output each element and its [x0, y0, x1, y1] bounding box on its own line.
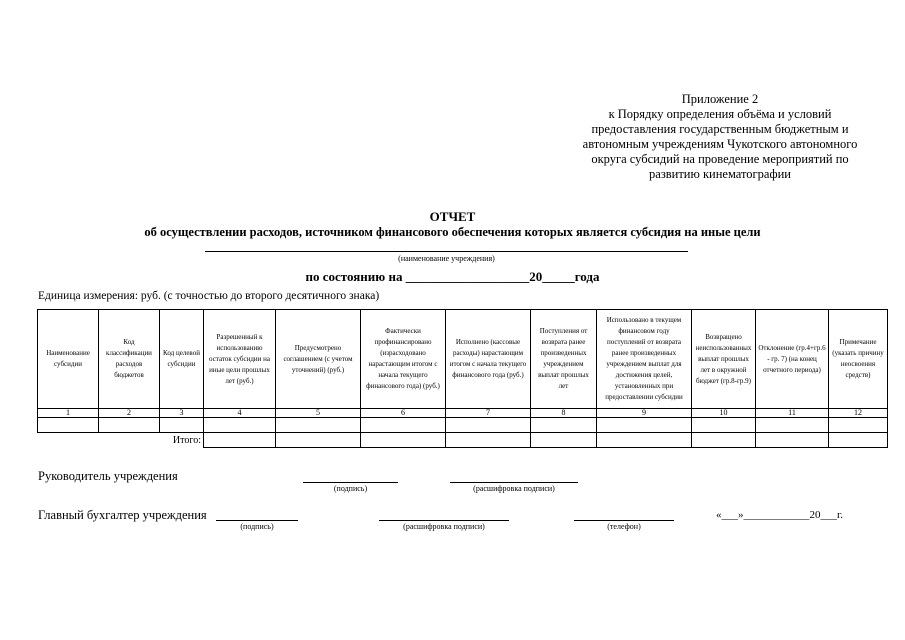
column-number: 4 — [204, 409, 276, 418]
accountant-signature-caption: (подпись) — [240, 522, 274, 531]
total-cell[interactable] — [531, 433, 597, 448]
date-field[interactable]: «___»____________20___г. — [716, 509, 844, 521]
table-header-row — [38, 310, 888, 409]
appendix-line: предоставления государственным бюджетным и — [591, 122, 849, 136]
phone-caption: (телефон) — [607, 522, 641, 531]
head-label: Руководитель учреждения — [38, 469, 178, 483]
table-cell[interactable] — [204, 418, 276, 433]
table-cell[interactable] — [446, 418, 531, 433]
appendix-block — [560, 92, 880, 182]
column-number-row — [38, 409, 888, 418]
column-header: Фактически профинансировано (израсходовано нарастающим итогом с начала текущего финансового года) (руб.) — [361, 310, 446, 409]
column-header: Разрешенный к использованию остаток субсидии на иные цели прошлых лет (руб.) — [204, 310, 276, 409]
column-number: 9 — [597, 409, 692, 418]
appendix-line: округа субсидий на проведение мероприятий по — [591, 152, 849, 166]
column-header: Наименование субсидии — [38, 310, 99, 409]
table-cell[interactable] — [38, 418, 99, 433]
column-number: 2 — [99, 409, 160, 418]
head-name-caption: (расшифровка подписи) — [473, 484, 555, 493]
column-number: 8 — [531, 409, 597, 418]
column-header: Код классификации расходов бюджетов — [99, 310, 160, 409]
column-header: Поступления от возврата ранее произведенных учреждением выплат прошлых лет — [531, 310, 597, 409]
unit-of-measure: Единица измерения: руб. (с точностью до второго десятичного знака) — [38, 290, 380, 302]
as-of-date: по состоянию на ___________________20_____года — [305, 269, 600, 284]
accountant-label: Главный бухгалтер учреждения — [38, 508, 207, 522]
total-cell[interactable] — [692, 433, 756, 448]
appendix-line: развитию кинематографии — [649, 167, 791, 181]
column-header: Использовано в текущем финансовом году поступлений от возврата ранее произведенных учреждением выплат для достижения целей, установленных при предоставлении субсидии — [597, 310, 692, 409]
accountant-signature-line[interactable] — [216, 520, 298, 521]
table-cell[interactable] — [361, 418, 446, 433]
table-cell[interactable] — [597, 418, 692, 433]
institution-name-line — [205, 251, 688, 252]
column-header: Примечание (указать причину неосвоения средств) — [829, 310, 888, 409]
table-cell[interactable] — [99, 418, 160, 433]
accountant-name-caption: (расшифровка подписи) — [403, 522, 485, 531]
table-cell[interactable] — [531, 418, 597, 433]
column-number: 11 — [756, 409, 829, 418]
head-signature-caption: (подпись) — [333, 484, 368, 493]
total-label: Итого: — [38, 433, 204, 448]
column-header: Возвращено неиспользованных выплат прошлых лет в окружной бюджет (гр.8-гр.9) — [692, 310, 756, 409]
appendix-line: к Порядку определения объёма и условий — [608, 107, 832, 121]
column-header: Исполнено (кассовые расходы) нарастающим итогом с начала текущего финансового года (руб.) — [446, 310, 531, 409]
table-cell[interactable] — [276, 418, 361, 433]
column-number: 3 — [160, 409, 204, 418]
total-cell[interactable] — [829, 433, 888, 448]
total-cell[interactable] — [276, 433, 361, 448]
column-number: 7 — [446, 409, 531, 418]
appendix-line: автономным учреждениям Чукотского автономного — [582, 137, 858, 151]
report-title: ОТЧЕТ — [429, 209, 476, 224]
total-cell[interactable] — [756, 433, 829, 448]
total-row — [38, 433, 888, 448]
total-cell[interactable] — [446, 433, 531, 448]
phone-line[interactable] — [574, 520, 674, 521]
report-subtitle: об осуществлении расходов, источником финансового обеспечения которых является субсидия на иные цели — [144, 225, 761, 239]
table-cell[interactable] — [692, 418, 756, 433]
column-number: 12 — [829, 409, 888, 418]
column-number: 6 — [361, 409, 446, 418]
column-header: Код целевой субсидии — [160, 310, 204, 409]
column-number: 5 — [276, 409, 361, 418]
column-header: Предусмотрено соглашением (с учетом уточнений) (руб.) — [276, 310, 361, 409]
table-row — [38, 418, 888, 433]
report-table — [37, 309, 888, 448]
column-number: 1 — [38, 409, 99, 418]
column-header: Отклонение (гр.4+гр.6 - гр. 7) (на конец отчетного периода) — [756, 310, 829, 409]
accountant-name-line[interactable] — [379, 520, 509, 521]
total-cell[interactable] — [361, 433, 446, 448]
appendix-line: Приложение 2 — [681, 92, 759, 106]
column-number: 10 — [692, 409, 756, 418]
total-cell[interactable] — [204, 433, 276, 448]
head-signature-line[interactable] — [303, 482, 398, 483]
table-cell[interactable] — [829, 418, 888, 433]
table-cell[interactable] — [756, 418, 829, 433]
table-cell[interactable] — [160, 418, 204, 433]
head-name-line[interactable] — [450, 482, 578, 483]
total-cell[interactable] — [597, 433, 692, 448]
institution-caption: (наименование учреждения) — [398, 254, 495, 263]
